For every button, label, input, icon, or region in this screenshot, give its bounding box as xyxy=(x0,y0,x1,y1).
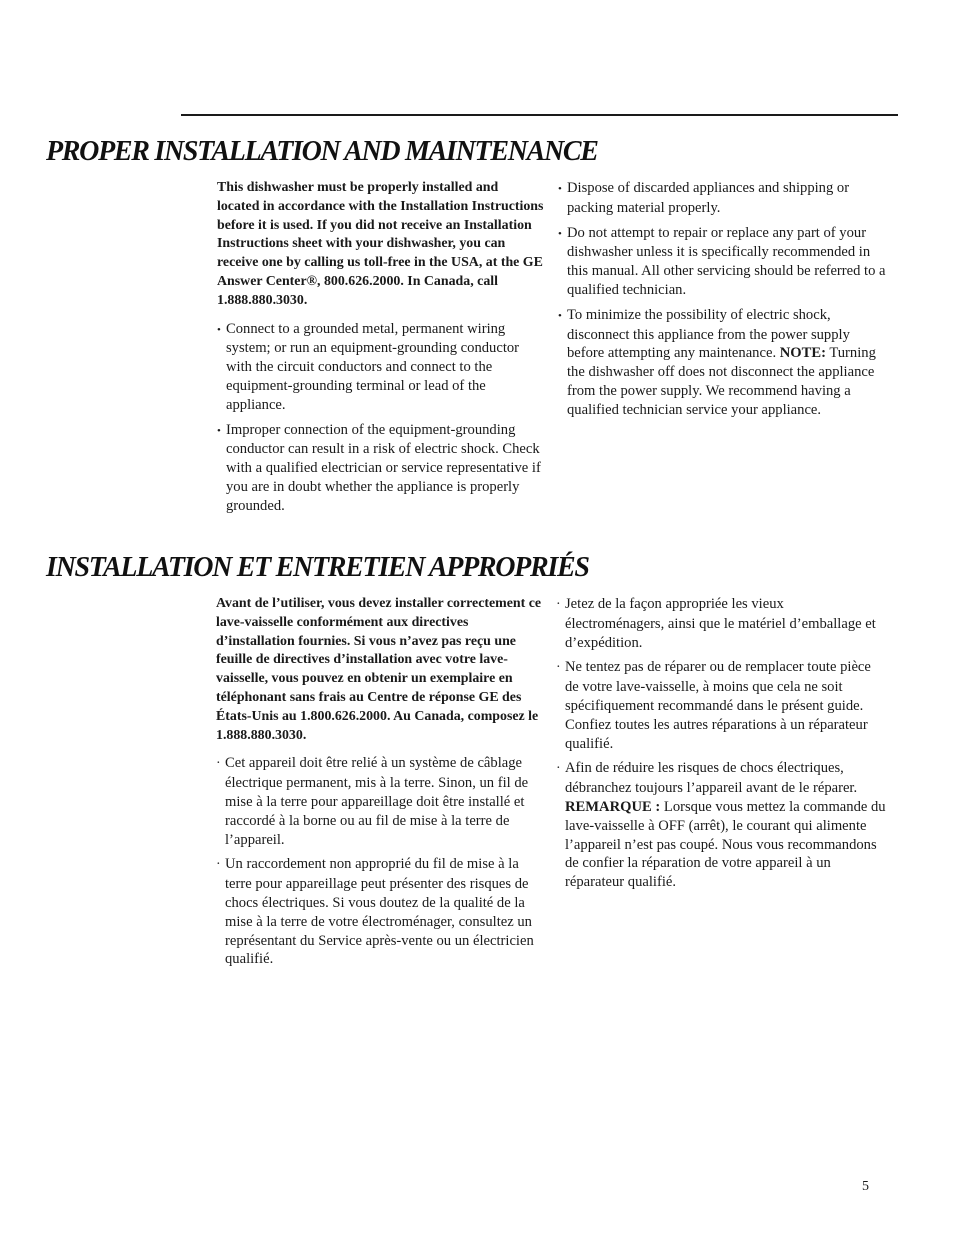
english-shock-bullet: • To minimize the possibility of electric shock, disconnect this appliance from the power supply before attempting any maintenance. NOTE: Turning the dishwasher off does not disconnect the appliance from the power supply. We recommend having a qualified technician service your appliance. xyxy=(558,306,888,420)
french-disposal-bullet: · Jetez de la façon appropriée les vieux électroménagers, ainsi que le matériel d’emballage et d’expédition. xyxy=(556,595,886,652)
english-improper-connection-bullet: • Improper connection of the equipment-grounding conductor can result in a risk of electric shock. Check with a qualified electrician or service representative if you are in doubt whether the appliance is properly grounded. xyxy=(217,421,544,516)
top-rule xyxy=(181,114,898,116)
page-number: 5 xyxy=(862,1179,869,1194)
french-right-column xyxy=(556,595,886,898)
english-grounding-bullet: • Connect to a grounded metal, permanent wiring system; or run an equipment-grounding conductor with the circuit conductors and connect to the equipment-grounding terminal or lead of the appliance. xyxy=(217,320,544,415)
english-disposal-bullet: • Dispose of discarded appliances and shipping or packing material properly. xyxy=(558,179,888,218)
english-intro: This dishwasher must be properly installed and located in accordance with the Installation Instructions before it is used. If you did not receive an Installation Instructions sheet with your dishwasher, you can receive one by calling us toll-free in the USA, at the GE Answer Center®, 800.626.2000. In Canada, call 1.888.880.3030. xyxy=(217,180,544,308)
french-section-heading: INSTALLATION ET ENTRETIEN APPROPRIÉS xyxy=(46,552,589,583)
french-intro: Avant de l’utiliser, vous devez installer correctement ce lave-vaisselle conformément aux directives d’installation fournies. Si vous n’avez pas reçu une feuille de directives d’installation avec votre lave-vaisselle, vous pouvez en obtenir un exemplaire en téléphonant sans frais au Centre de réponse GE des États-Unis au 1.800.626.2000. Au Canada, composez le 1.888.880.3030. xyxy=(216,596,542,743)
french-grounding-bullet: · Cet appareil doit être relié à un système de câblage électrique permanent, mis à la terre. Sinon, un fil de mise à la terre pour appareillage doit être installé et raccordé à la borne ou au fil de mise à la terre de l’appareil. xyxy=(216,754,546,849)
french-note-label: REMARQUE : xyxy=(565,798,661,815)
english-section-heading: PROPER INSTALLATION AND MAINTENANCE xyxy=(46,136,598,167)
french-left-column xyxy=(216,595,546,975)
french-repair-bullet: · Ne tentez pas de réparer ou de remplacer toute pièce de votre lave-vaisselle, à moins que cela ne soit spécifiquement recommandé dans le présent guide. Confiez toutes les autres réparations à un réparateur qualifié. xyxy=(556,658,886,753)
french-shock-bullet: · Afin de réduire les risques de chocs électriques, débranchez toujours l’appareil avant de le réparer. REMARQUE : Lorsque vous mettez la commande du lave-vaisselle à OFF (arrêt), le courant qui alimente l’appareil n’est pas coupé. Nous vous recommandons de confier la réparation de votre appareil à un réparateur qualifié. xyxy=(556,759,886,892)
french-improper-connection-bullet: · Un raccordement non approprié du fil de mise à la terre pour appareillage peut présenter des risques de chocs électriques. Si vous doutez de la qualité de la mise à la terre de votre électroménager, consultez un représentant du Service après-vente ou un électricien qualifié. xyxy=(216,855,546,969)
english-right-column xyxy=(558,179,888,426)
english-repair-bullet: • Do not attempt to repair or replace any part of your dishwasher unless it is specifically recommended in this manual. All other servicing should be referred to a qualified technician. xyxy=(558,224,888,300)
english-left-column xyxy=(217,179,544,522)
english-note-label: NOTE: xyxy=(779,345,826,362)
